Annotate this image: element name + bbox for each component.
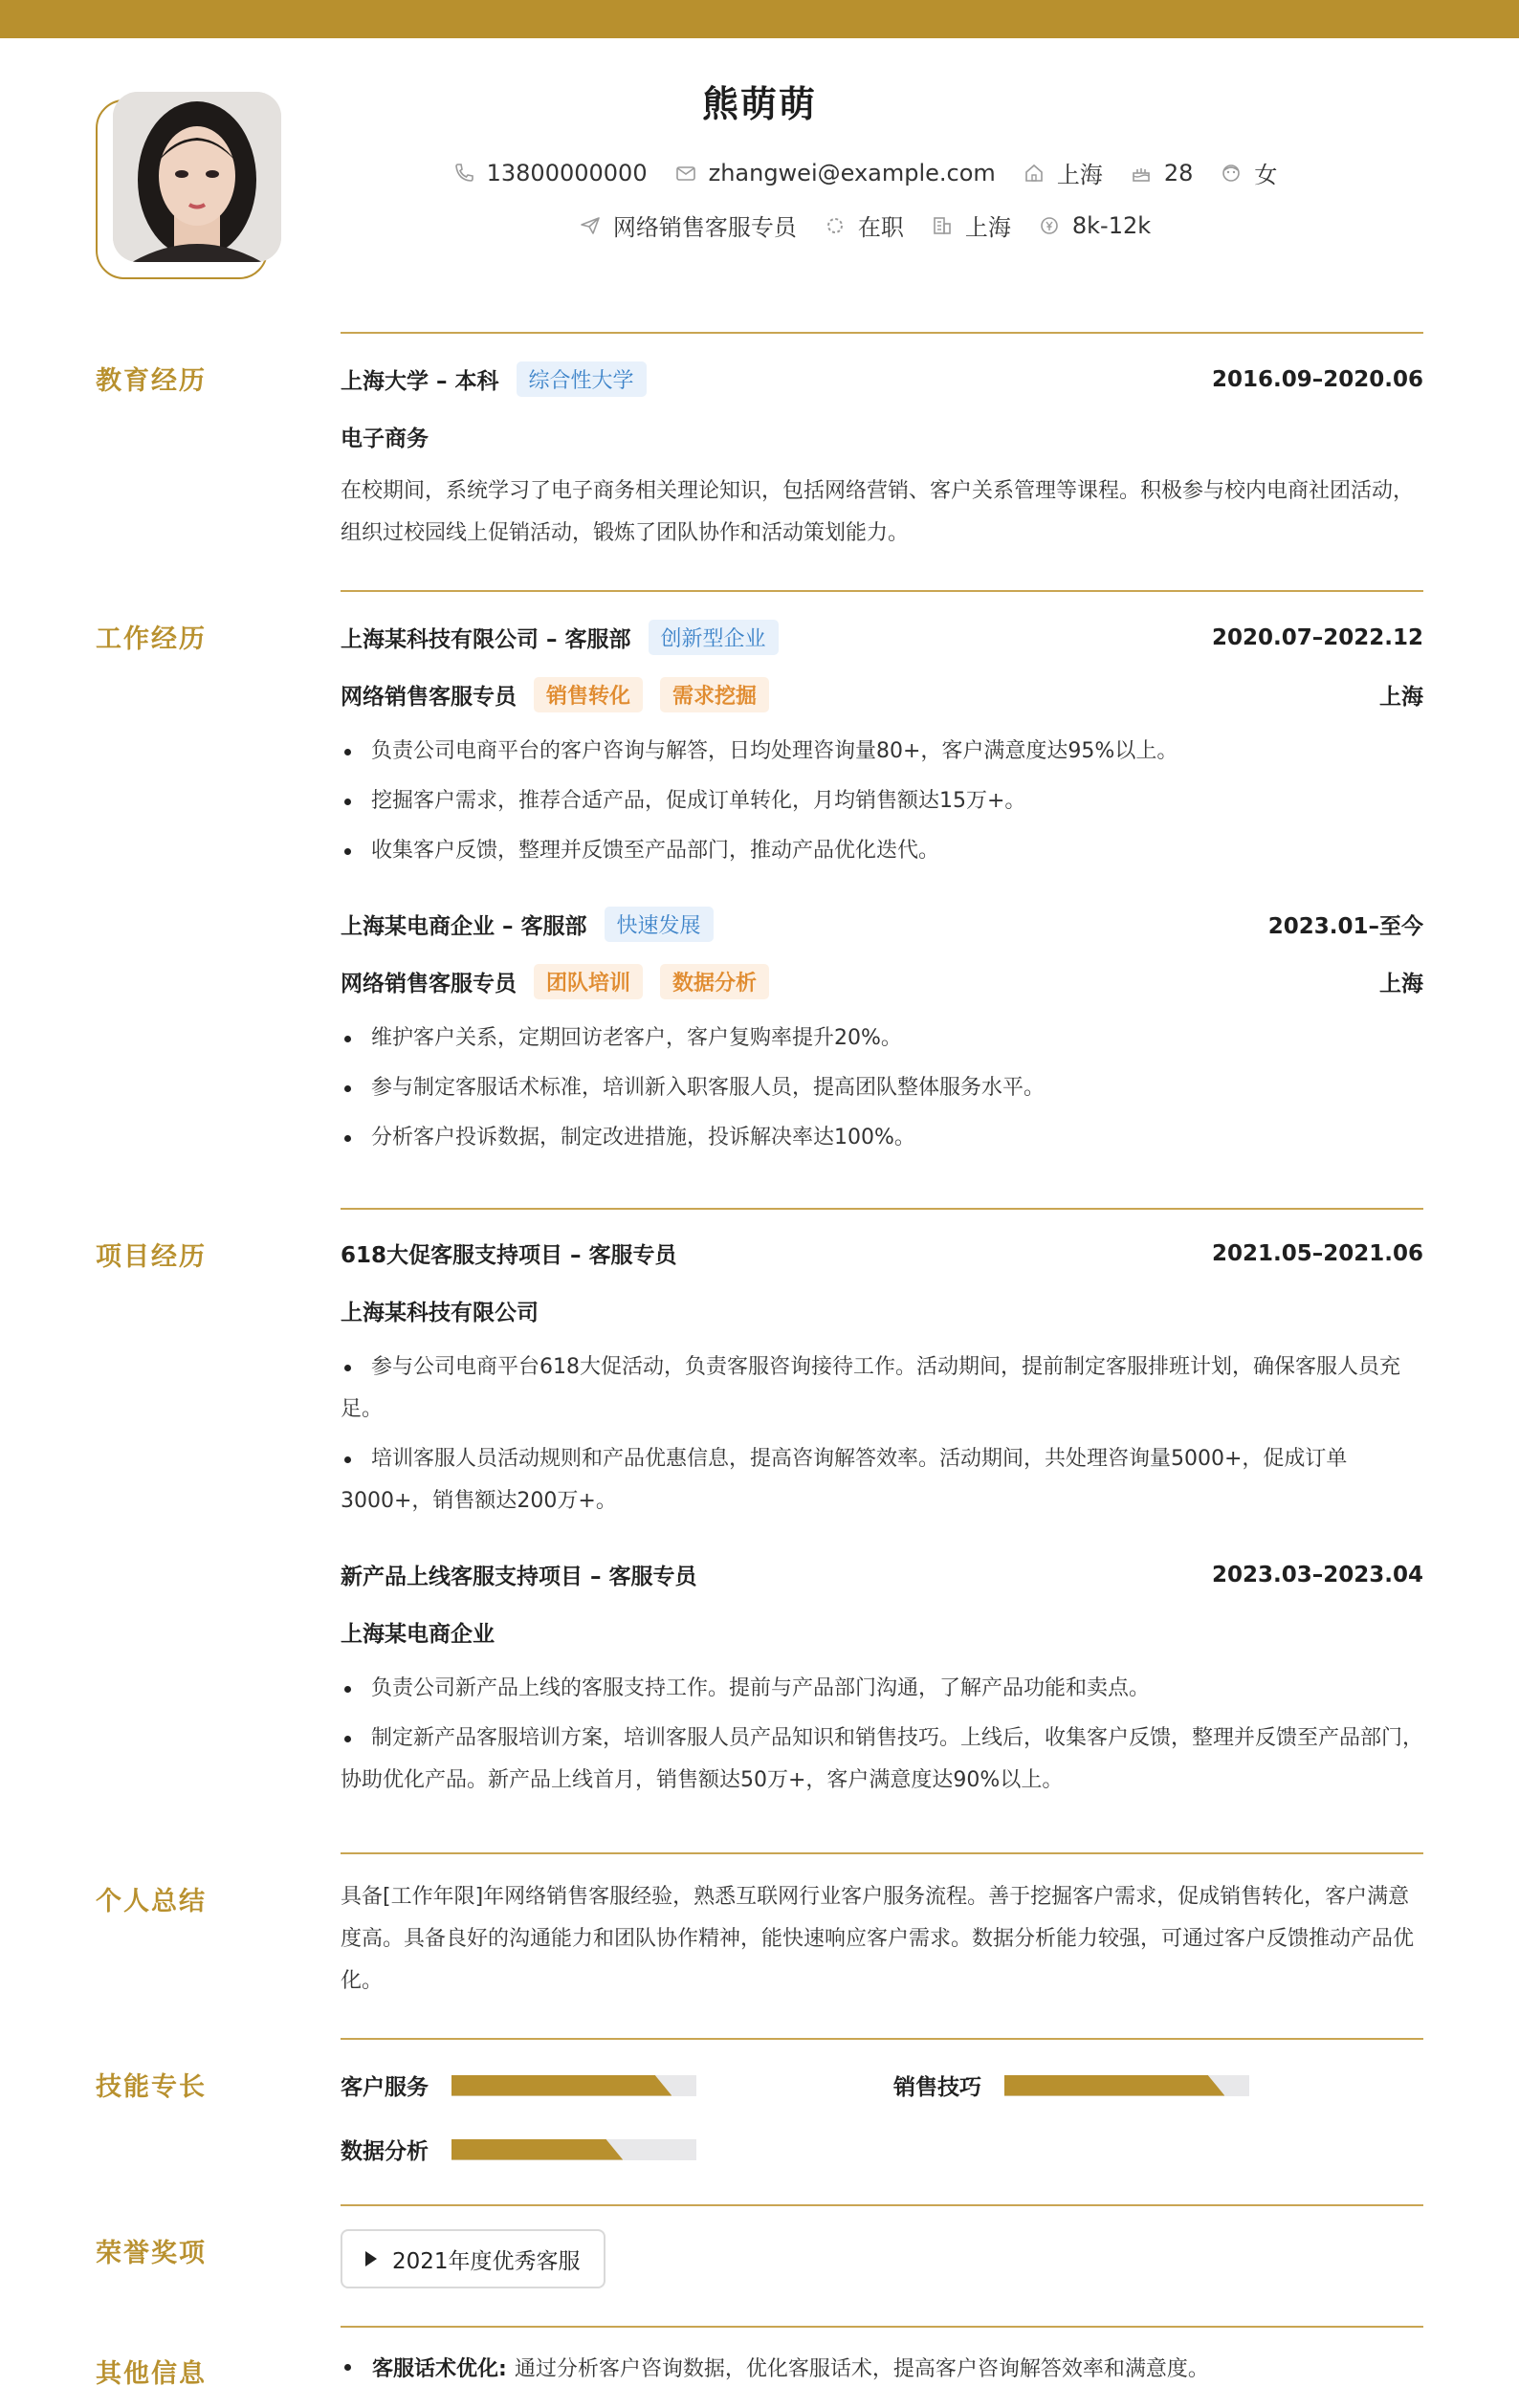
summary-text: 具备[工作年限]年网络销售客服经验，熟悉互联网行业客户服务流程。善于挖掘客户需求，促成销售转化，客户满意度高。具备良好的沟通能力和团队协作精神，能快速响应客户需求。数据分析能力较强，可通过客户反馈推动产品优化。 <box>341 1885 1415 1993</box>
status-item <box>824 208 904 242</box>
other-text: 通过分析客户咨询数据，优化客服话术，提高客户咨询解答效率和满意度。 <box>514 2357 1209 2381</box>
list-item: 参与制定客服话术标准，培训新入职客服人员，提高团队整体服务水平。 <box>341 1067 1423 1109</box>
work-role: 网络销售客服专员 <box>341 685 517 710</box>
list-item: 负责公司新产品上线的客服支持工作。提前与产品部门沟通，了解产品功能和卖点。 <box>341 1668 1423 1710</box>
work-role: 网络销售客服专员 <box>341 972 517 996</box>
section-title-awards: 荣誉奖项 <box>96 2239 207 2268</box>
section-title-other: 其他信息 <box>96 2359 207 2389</box>
city-text: 上海 <box>1056 162 1103 188</box>
list-item: 培训客服人员活动规则和产品优惠信息，提高咨询解答效率。活动期间，共处理咨询量5000+，促成订单3000+，销售额达200万+。 <box>341 1438 1423 1522</box>
company-tag: 快速发展 <box>605 907 714 942</box>
section-title-skills: 技能专长 <box>96 2072 207 2102</box>
award-badge <box>341 2229 605 2288</box>
section-title-education: 教育经历 <box>96 366 207 396</box>
city-item <box>1023 156 1103 189</box>
skill-item <box>341 2069 696 2101</box>
salary-item <box>1038 212 1151 239</box>
project-company-row <box>341 1295 1423 1326</box>
project-header <box>341 1237 1423 1269</box>
company-tag: 创新型企业 <box>649 620 779 655</box>
skill-bar-fill <box>451 2139 623 2160</box>
education-major-row <box>341 421 1423 452</box>
gender-text: 女 <box>1254 162 1278 188</box>
work-bullets <box>341 1018 1423 1167</box>
skill-tag: 销售转化 <box>534 677 643 712</box>
skill-item <box>341 2134 696 2165</box>
bullet-dot <box>344 2364 351 2371</box>
skill-bar <box>451 2075 696 2096</box>
candidate-name: 熊萌萌 <box>701 83 817 125</box>
age-text: 28 <box>1163 159 1194 186</box>
other-info-item <box>341 2353 1423 2382</box>
position-text: 网络销售客服专员 <box>612 214 797 241</box>
list-item: 负责公司电商平台的客户咨询与解答，日均处理咨询量80+，客户满意度达95%以上。 <box>341 731 1423 773</box>
school-tag: 综合性大学 <box>517 361 647 397</box>
home-icon <box>1023 162 1046 185</box>
job-intent-row <box>0 208 1519 242</box>
section-divider <box>341 590 1423 592</box>
gender-icon <box>1220 162 1243 185</box>
salary-text: 8k-12k <box>1071 211 1152 239</box>
phone-icon <box>452 162 475 185</box>
skill-name: 数据分析 <box>341 2139 429 2164</box>
skill-tag: 数据分析 <box>660 964 769 999</box>
position-item <box>579 208 797 242</box>
contact-row <box>0 156 1519 189</box>
project-date: 2021.05–2021.06 <box>1211 1240 1423 1266</box>
project-company: 上海某科技有限公司 <box>341 1301 539 1325</box>
section-title-work: 工作经历 <box>96 624 207 654</box>
work-header <box>341 620 1423 655</box>
age-icon <box>1130 162 1153 185</box>
project-company-row <box>341 1616 1423 1648</box>
age-item <box>1130 160 1194 186</box>
skill-bar <box>451 2139 696 2160</box>
skill-tag: 团队培训 <box>534 964 643 999</box>
work-header <box>341 907 1423 942</box>
status-icon <box>824 214 847 237</box>
list-item: 分析客户投诉数据，制定改进措施，投诉解决率达100%。 <box>341 1117 1423 1159</box>
top-accent-bar <box>0 0 1519 38</box>
email-icon <box>674 162 697 185</box>
work-location: 上海 <box>1379 685 1423 710</box>
work-company: 上海某科技有限公司 – 客服部 <box>341 627 631 652</box>
skill-item <box>893 2069 1249 2101</box>
skill-name: 销售技巧 <box>893 2075 981 2100</box>
list-item: 挖掘客户需求，推荐合适产品，促成订单转化，月均销售额达15万+。 <box>341 780 1423 822</box>
list-item: 参与公司电商平台618大促活动，负责客服咨询接待工作。活动期间，提前制定客服排班计划，确保客服人员充足。 <box>341 1346 1423 1431</box>
education-date: 2016.09–2020.06 <box>1211 366 1423 392</box>
section-divider <box>341 1208 1423 1210</box>
project-header <box>341 1559 1423 1590</box>
email-item <box>674 160 996 186</box>
work-location: 上海 <box>1379 972 1423 996</box>
building-icon <box>931 214 954 237</box>
work-company: 上海某电商企业 – 客服部 <box>341 914 587 939</box>
send-icon <box>579 214 602 237</box>
expected-city-item <box>931 208 1011 242</box>
section-divider <box>341 1852 1423 1854</box>
project-company: 上海某电商企业 <box>341 1622 495 1647</box>
education-header <box>341 361 1423 397</box>
section-title-summary: 个人总结 <box>96 1887 207 1916</box>
work-date: 2020.07–2022.12 <box>1211 624 1423 650</box>
list-item: 维护客户关系，定期回访老客户，客户复购率提升20%。 <box>341 1018 1423 1060</box>
education-description: 在校期间，系统学习了电子商务相关理论知识，包括网络营销、客户关系管理等课程。积极参与校内电商社团活动，组织过校园线上促销活动，锻炼了团队协作和活动策划能力。 <box>341 479 1415 545</box>
list-item: 收集客户反馈，整理并反馈至产品部门，推动产品优化迭代。 <box>341 830 1423 872</box>
skill-bar <box>1004 2075 1249 2096</box>
project-title: 新产品上线客服支持项目 – 客服专员 <box>341 1565 697 1589</box>
section-divider <box>341 2038 1423 2040</box>
play-icon <box>365 2251 377 2266</box>
major: 电子商务 <box>341 427 429 451</box>
work-role-row <box>341 964 1423 999</box>
project-bullets <box>341 1346 1423 1530</box>
work-role-row <box>341 677 1423 712</box>
skill-bar-fill <box>451 2075 671 2096</box>
work-bullets <box>341 731 1423 880</box>
email-text: zhangwei@example.com <box>708 159 996 186</box>
list-item: 制定新产品客服培训方案，培训客服人员产品知识和销售技巧。上线后，收集客户反馈，整理并反馈至产品部门，协助优化产品。新产品上线首月，销售额达50万+，客户满意度达90%以上。 <box>341 1718 1423 1802</box>
skill-tag: 需求挖掘 <box>660 677 769 712</box>
section-divider <box>341 2204 1423 2206</box>
section-title-project: 项目经历 <box>96 1242 207 1272</box>
expected-city-text: 上海 <box>964 214 1011 241</box>
project-title: 618大促客服支持项目 – 客服专员 <box>341 1243 677 1268</box>
school-name: 上海大学 – 本科 <box>341 369 499 394</box>
gender-item <box>1220 156 1277 189</box>
section-divider <box>341 2326 1423 2328</box>
status-text: 在职 <box>857 214 904 241</box>
phone-text: 13800000000 <box>486 159 648 186</box>
work-date: 2023.01–至今 <box>1267 914 1423 939</box>
skill-name: 客户服务 <box>341 2075 429 2100</box>
award-text: 2021年度优秀客服 <box>392 2248 581 2274</box>
project-date: 2023.03–2023.04 <box>1211 1562 1423 1587</box>
phone-item <box>452 160 648 186</box>
salary-icon <box>1038 214 1061 237</box>
project-bullets <box>341 1668 1423 1809</box>
other-label: 客服话术优化: <box>372 2357 507 2381</box>
section-divider <box>341 332 1423 334</box>
skill-bar-fill <box>1004 2075 1224 2096</box>
